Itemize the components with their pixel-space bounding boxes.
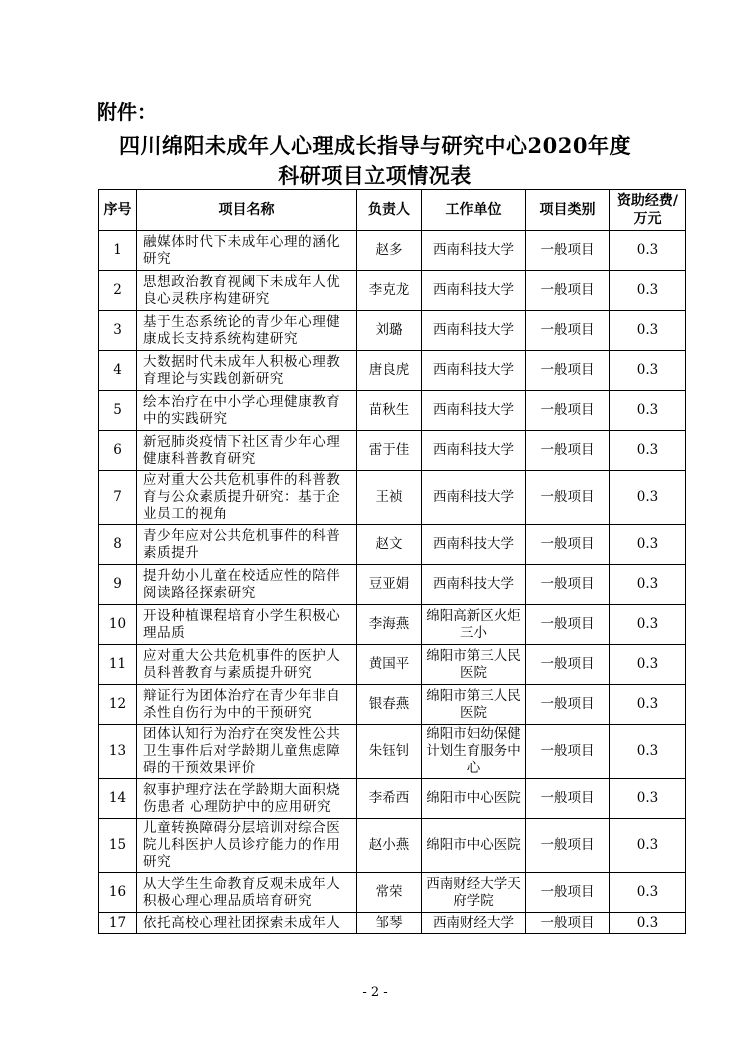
project-leader: 赵文 bbox=[357, 525, 422, 565]
funding-amount: 0.3 bbox=[610, 271, 686, 311]
row-number: 6 bbox=[99, 431, 137, 471]
project-category: 一般项目 bbox=[526, 231, 610, 271]
project-leader: 邹琴 bbox=[357, 913, 422, 934]
project-name: 开设种植课程培育小学生积极心理品质 bbox=[137, 605, 357, 645]
project-leader: 赵小燕 bbox=[357, 819, 422, 873]
row-number: 5 bbox=[99, 391, 137, 431]
work-unit: 西南科技大学 bbox=[422, 565, 526, 605]
page-title-line2: 科研项目立项情况表 bbox=[278, 163, 472, 188]
table-row bbox=[99, 779, 686, 819]
project-leader: 朱钰钊 bbox=[357, 725, 422, 779]
project-leader: 李海燕 bbox=[357, 605, 422, 645]
row-number: 14 bbox=[99, 779, 137, 819]
funding-amount: 0.3 bbox=[610, 471, 686, 525]
row-number: 10 bbox=[99, 605, 137, 645]
row-number: 8 bbox=[99, 525, 137, 565]
table-row bbox=[99, 231, 686, 271]
table-row bbox=[99, 525, 686, 565]
row-number: 7 bbox=[99, 471, 137, 525]
funding-amount: 0.3 bbox=[610, 645, 686, 685]
table-row bbox=[99, 271, 686, 311]
project-name: 思想政治教育视阈下未成年人优良心灵秩序构建研究 bbox=[137, 271, 357, 311]
table-row bbox=[99, 431, 686, 471]
table-row bbox=[99, 391, 686, 431]
project-name: 大数据时代未成年人积极心理教育理论与实践创新研究 bbox=[137, 351, 357, 391]
table-row bbox=[99, 645, 686, 685]
page-number: - 2 - bbox=[362, 985, 388, 1000]
funding-amount: 0.3 bbox=[610, 565, 686, 605]
work-unit: 西南科技大学 bbox=[422, 271, 526, 311]
table-row bbox=[99, 913, 686, 934]
project-leader: 银春燕 bbox=[357, 685, 422, 725]
project-category: 一般项目 bbox=[526, 565, 610, 605]
header-no: 序号 bbox=[99, 190, 137, 231]
work-unit: 绵阳高新区火炬三小 bbox=[422, 605, 526, 645]
project-name: 青少年应对公共危机事件的科普素质提升 bbox=[137, 525, 357, 565]
table-row bbox=[99, 605, 686, 645]
row-number: 16 bbox=[99, 873, 137, 913]
project-category: 一般项目 bbox=[526, 645, 610, 685]
page-title-line1: 四川绵阳未成年人心理成长指导与研究中心2020年度 bbox=[119, 133, 631, 158]
table-row bbox=[99, 819, 686, 873]
header-leader: 负责人 bbox=[357, 190, 422, 231]
project-name: 应对重大公共危机事件的医护人员科普教育与素质提升研究 bbox=[137, 645, 357, 685]
row-number: 11 bbox=[99, 645, 137, 685]
work-unit: 绵阳市中心医院 bbox=[422, 819, 526, 873]
project-name: 应对重大公共危机事件的科普教育与公众素质提升研究：基于企业员工的视角 bbox=[137, 471, 357, 525]
project-name: 新冠肺炎疫情下社区青少年心理健康科普教育研究 bbox=[137, 431, 357, 471]
project-category: 一般项目 bbox=[526, 471, 610, 525]
work-unit: 绵阳市第三人民医院 bbox=[422, 685, 526, 725]
funding-amount: 0.3 bbox=[610, 311, 686, 351]
work-unit: 西南科技大学 bbox=[422, 391, 526, 431]
project-category: 一般项目 bbox=[526, 819, 610, 873]
table-header-row bbox=[99, 190, 686, 231]
row-number: 9 bbox=[99, 565, 137, 605]
project-category: 一般项目 bbox=[526, 351, 610, 391]
funding-amount: 0.3 bbox=[610, 431, 686, 471]
work-unit: 西南财经大学 bbox=[422, 913, 526, 934]
row-number: 3 bbox=[99, 311, 137, 351]
work-unit: 西南科技大学 bbox=[422, 525, 526, 565]
table-row bbox=[99, 311, 686, 351]
header-unit: 工作单位 bbox=[422, 190, 526, 231]
funding-amount: 0.3 bbox=[610, 351, 686, 391]
project-leader: 刘璐 bbox=[357, 311, 422, 351]
project-category: 一般项目 bbox=[526, 431, 610, 471]
work-unit: 西南科技大学 bbox=[422, 471, 526, 525]
project-leader: 苗秋生 bbox=[357, 391, 422, 431]
project-category: 一般项目 bbox=[526, 311, 610, 351]
header-category: 项目类别 bbox=[526, 190, 610, 231]
funding-amount: 0.3 bbox=[610, 391, 686, 431]
header-funding: 资助经费/万元 bbox=[610, 190, 686, 231]
row-number: 17 bbox=[99, 913, 137, 934]
project-leader: 常荣 bbox=[357, 873, 422, 913]
table-row bbox=[99, 725, 686, 779]
project-category: 一般项目 bbox=[526, 391, 610, 431]
funding-amount: 0.3 bbox=[610, 873, 686, 913]
table-row bbox=[99, 873, 686, 913]
work-unit: 西南科技大学 bbox=[422, 311, 526, 351]
work-unit: 西南财经大学天府学院 bbox=[422, 873, 526, 913]
project-leader: 王祯 bbox=[357, 471, 422, 525]
funding-amount: 0.3 bbox=[610, 231, 686, 271]
project-leader: 雷于佳 bbox=[357, 431, 422, 471]
funding-amount: 0.3 bbox=[610, 725, 686, 779]
funding-amount: 0.3 bbox=[610, 779, 686, 819]
project-category: 一般项目 bbox=[526, 685, 610, 725]
table-row bbox=[99, 471, 686, 525]
row-number: 1 bbox=[99, 231, 137, 271]
project-name: 基于生态系统论的青少年心理健康成长支持系统构建研究 bbox=[137, 311, 357, 351]
project-name: 叙事护理疗法在学龄期大面积烧伤患者 心理防护中的应用研究 bbox=[137, 779, 357, 819]
project-name: 融媒体时代下未成年心理的涵化研究 bbox=[137, 231, 357, 271]
project-category: 一般项目 bbox=[526, 913, 610, 934]
project-leader: 李克龙 bbox=[357, 271, 422, 311]
header-name: 项目名称 bbox=[137, 190, 357, 231]
work-unit: 绵阳市中心医院 bbox=[422, 779, 526, 819]
project-leader: 黄国平 bbox=[357, 645, 422, 685]
table-row bbox=[99, 351, 686, 391]
row-number: 13 bbox=[99, 725, 137, 779]
funding-amount: 0.3 bbox=[610, 605, 686, 645]
attachment-label: 附件： bbox=[97, 100, 157, 124]
project-name: 辩证行为团体治疗在青少年非自杀性自伤行为中的干预研究 bbox=[137, 685, 357, 725]
funding-amount: 0.3 bbox=[610, 525, 686, 565]
work-unit: 绵阳市第三人民医院 bbox=[422, 645, 526, 685]
row-number: 15 bbox=[99, 819, 137, 873]
row-number: 4 bbox=[99, 351, 137, 391]
project-leader: 豆亚娟 bbox=[357, 565, 422, 605]
project-category: 一般项目 bbox=[526, 779, 610, 819]
work-unit: 绵阳市妇幼保健计划生育服务中心 bbox=[422, 725, 526, 779]
project-leader: 赵多 bbox=[357, 231, 422, 271]
project-name: 提升幼小儿童在校适应性的陪伴阅读路径探索研究 bbox=[137, 565, 357, 605]
project-name: 绘本治疗在中小学心理健康教育中的实践研究 bbox=[137, 391, 357, 431]
work-unit: 西南科技大学 bbox=[422, 351, 526, 391]
project-name: 团体认知行为治疗在突发性公共卫生事件后对学龄期儿童焦虑障碍的干预效果评价 bbox=[137, 725, 357, 779]
funding-amount: 0.3 bbox=[610, 913, 686, 934]
row-number: 12 bbox=[99, 685, 137, 725]
project-name: 依托高校心理社团探索未成年人 bbox=[137, 913, 357, 934]
project-name: 儿童转换障碍分层培训对综合医院儿科医护人员诊疗能力的作用研究 bbox=[137, 819, 357, 873]
project-category: 一般项目 bbox=[526, 271, 610, 311]
project-category: 一般项目 bbox=[526, 873, 610, 913]
work-unit: 西南科技大学 bbox=[422, 431, 526, 471]
project-name: 从大学生生命教育反观未成年人积极心理心理品质培育研究 bbox=[137, 873, 357, 913]
work-unit: 西南科技大学 bbox=[422, 231, 526, 271]
table-row bbox=[99, 685, 686, 725]
project-leader: 唐良虎 bbox=[357, 351, 422, 391]
project-category: 一般项目 bbox=[526, 725, 610, 779]
project-leader: 李希西 bbox=[357, 779, 422, 819]
funding-amount: 0.3 bbox=[610, 819, 686, 873]
project-table bbox=[98, 189, 686, 934]
row-number: 2 bbox=[99, 271, 137, 311]
table-row bbox=[99, 565, 686, 605]
project-category: 一般项目 bbox=[526, 525, 610, 565]
project-category: 一般项目 bbox=[526, 605, 610, 645]
funding-amount: 0.3 bbox=[610, 685, 686, 725]
